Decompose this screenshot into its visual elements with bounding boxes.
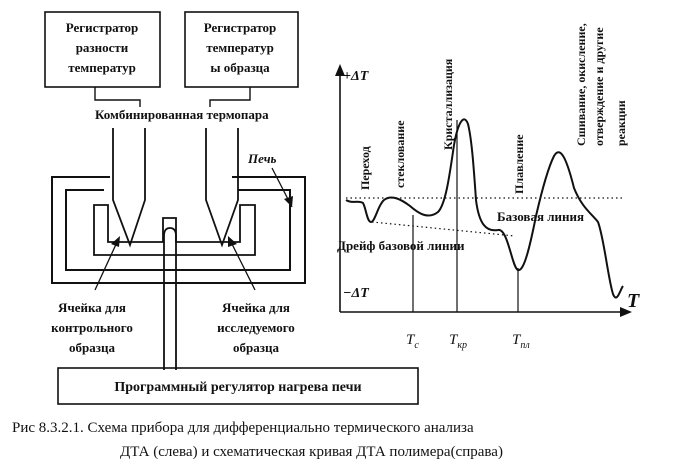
crystallization-label: Кристаллизация <box>441 58 455 150</box>
furnace-label: Печь <box>248 151 277 166</box>
crosslink-label-l2: отверждение и другие <box>592 27 606 146</box>
sample-cell-l3: образца <box>233 340 279 355</box>
sample-cell-l2: исследуемого <box>217 320 295 335</box>
baseline-label: Базовая линия <box>497 209 585 224</box>
furnace-outer <box>52 177 305 283</box>
temp-recorder-l3: ы образца <box>210 60 270 75</box>
temp-recorder-l1: Регистратор <box>203 20 277 35</box>
ref-cell-l2: контрольного <box>51 320 133 335</box>
crosslink-label-l1: Сшивание, окисление, <box>574 23 588 146</box>
ref-cell-l1: Ячейка для <box>58 300 126 315</box>
glass-label: стеклование <box>393 120 407 188</box>
tc-label: $T_c$ <box>406 332 419 351</box>
crosslink-label-l3: реакции <box>614 100 628 146</box>
temp-recorder-l2: температур <box>206 40 274 55</box>
diff-recorder-l1: Регистратор <box>65 20 139 35</box>
y-axis-neg-label: −ΔT <box>343 286 369 301</box>
probe-sample <box>206 128 238 245</box>
dta-curve-chart <box>335 23 640 351</box>
probe-reference <box>113 128 145 245</box>
wire-temp <box>210 87 250 107</box>
sample-cell-l1: Ячейка для <box>222 300 290 315</box>
melting-label: Плавление <box>512 134 526 194</box>
tkr-label: $T_{кр}$ <box>449 332 468 351</box>
ref-cell-l3: образца <box>69 340 115 355</box>
caption-line-1: Рис 8.3.2.1. Схема прибора для дифференциально термического анализа <box>12 420 474 436</box>
wire-diff <box>95 87 140 107</box>
regulator-label: Программный регулятор нагрева печи <box>114 380 362 395</box>
diff-recorder-l2: разности <box>75 40 129 55</box>
furnace-inner <box>66 190 290 270</box>
heater-rod <box>164 228 176 370</box>
tpl-label: $T_{пл}$ <box>512 332 530 351</box>
drift-line <box>372 222 515 236</box>
diff-recorder-l3: температур <box>68 60 136 75</box>
transition-label: Переход <box>358 146 372 190</box>
furnace-arrowhead <box>284 196 293 207</box>
drift-label: Дрейф базовой линии <box>337 238 465 253</box>
thermocouple-label: Комбинированная термопара <box>95 107 269 122</box>
y-axis-pos-label: +ΔT <box>343 69 369 84</box>
x-axis-label: T <box>627 290 640 312</box>
caption-line-2: ДТА (слева) и схематическая кривая ДТА полимера(справа) <box>120 444 503 460</box>
